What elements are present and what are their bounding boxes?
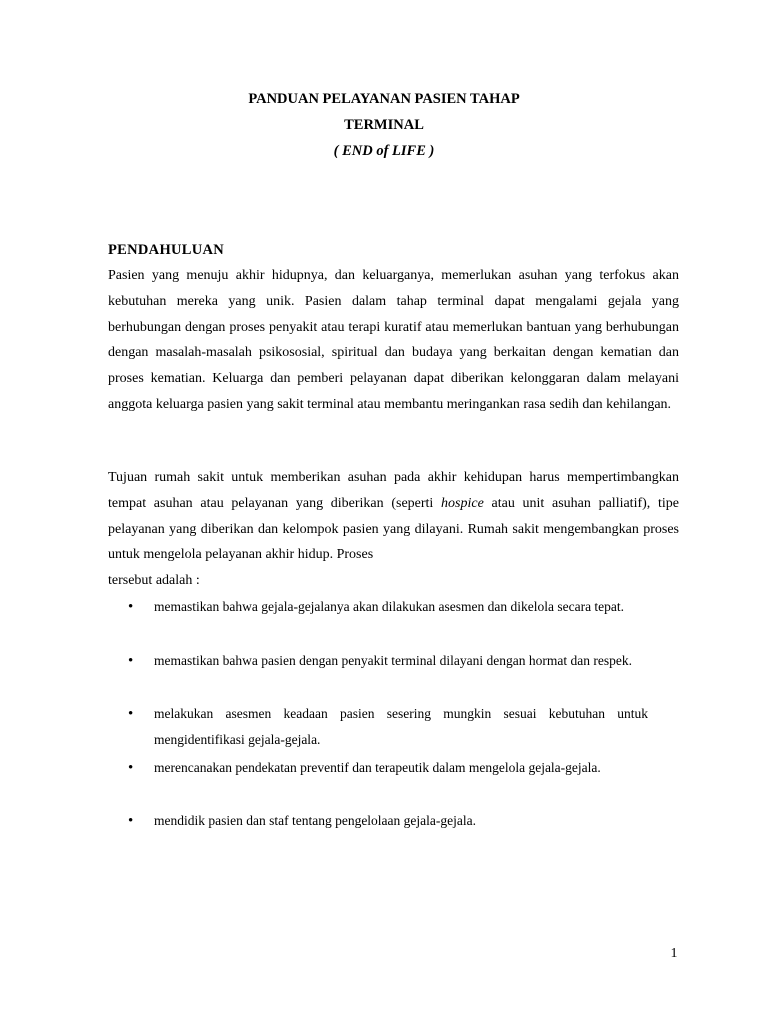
document-title-line-2: TERMINAL (344, 117, 424, 133)
bullet-icon: • (128, 652, 134, 669)
list-item-text: merencanakan pendekatan preventif dan terapeutik dalam mengelola gejala-gejala. (154, 759, 601, 775)
document-title-line-1: PANDUAN PELAYANAN PASIEN TAHAP (248, 91, 520, 107)
list-item-text: memastikan bahwa pasien dengan penyakit terminal dilayani dengan hormat dan respek. (154, 652, 632, 668)
bullet-icon: • (128, 813, 134, 829)
hospice-term: hospice (441, 495, 484, 511)
paragraph-objectives-text-b: atau unit asuhan palliatif), tipe pelayanan yang diberikan dan kelompok pasien yang dilayani. Rumah sakit mengembangkan proses untuk mengelola pelayanan akhir hidup. Proses (108, 495, 679, 563)
list-item-text: memastikan bahwa gejala-gejalanya akan dilakukan asesmen dan dikelola secara tepat. (154, 599, 625, 614)
process-bullet-list (128, 594, 648, 862)
document-subtitle: ( END of LIFE ) (333, 143, 435, 159)
list-item (128, 755, 648, 809)
bullet-icon: • (128, 759, 134, 776)
bullet-icon: • (128, 706, 134, 722)
list-item-text: mendidik pasien dan staf tentang pengelolaan gejala-gejala. (154, 813, 476, 828)
list-item (128, 594, 648, 648)
page-number: 1 (670, 946, 678, 961)
section-heading-pendahuluan: PENDAHULUAN (108, 242, 225, 258)
list-item (128, 701, 648, 755)
list-item (128, 808, 648, 862)
title-block (0, 86, 768, 164)
list-item-text: melakukan asesmen keadaan pasien sesering mungkin sesuai kebutuhan untuk mengidentifikasi gejala-gejala. (154, 706, 648, 747)
bullet-icon: • (128, 599, 134, 615)
paragraph-objectives-text-a: Tujuan rumah sakit untuk memberikan asuhan pada akhir kehidupan harus mempertimbangkan tempat asuhan atau pelayanan yang diberikan (seperti (108, 470, 679, 511)
paragraph-objectives (108, 465, 679, 594)
paragraph-objectives-tail: tersebut adalah : (108, 573, 200, 589)
paragraph-introduction: Pasien yang menuju akhir hidupnya, dan keluarganya, memerlukan asuhan yang terfokus akan kebutuhan mereka yang unik. Pasien dalam tahap terminal dapat mengalami gejala yang berhubungan dengan proses penyakit atau terapi kuratif atau memerlukan bantuan yang berhubungan dengan masalah-masalah psikososial, spiritual dan budaya yang berkaitan dengan kematian dan proses kematian. Keluarga dan pemberi pelayanan dapat diberikan kelonggaran dalam melayani anggota keluarga pasien yang sakit terminal atau membantu meringankan rasa sedih dan kehilangan. (108, 268, 679, 412)
list-item (128, 648, 648, 702)
